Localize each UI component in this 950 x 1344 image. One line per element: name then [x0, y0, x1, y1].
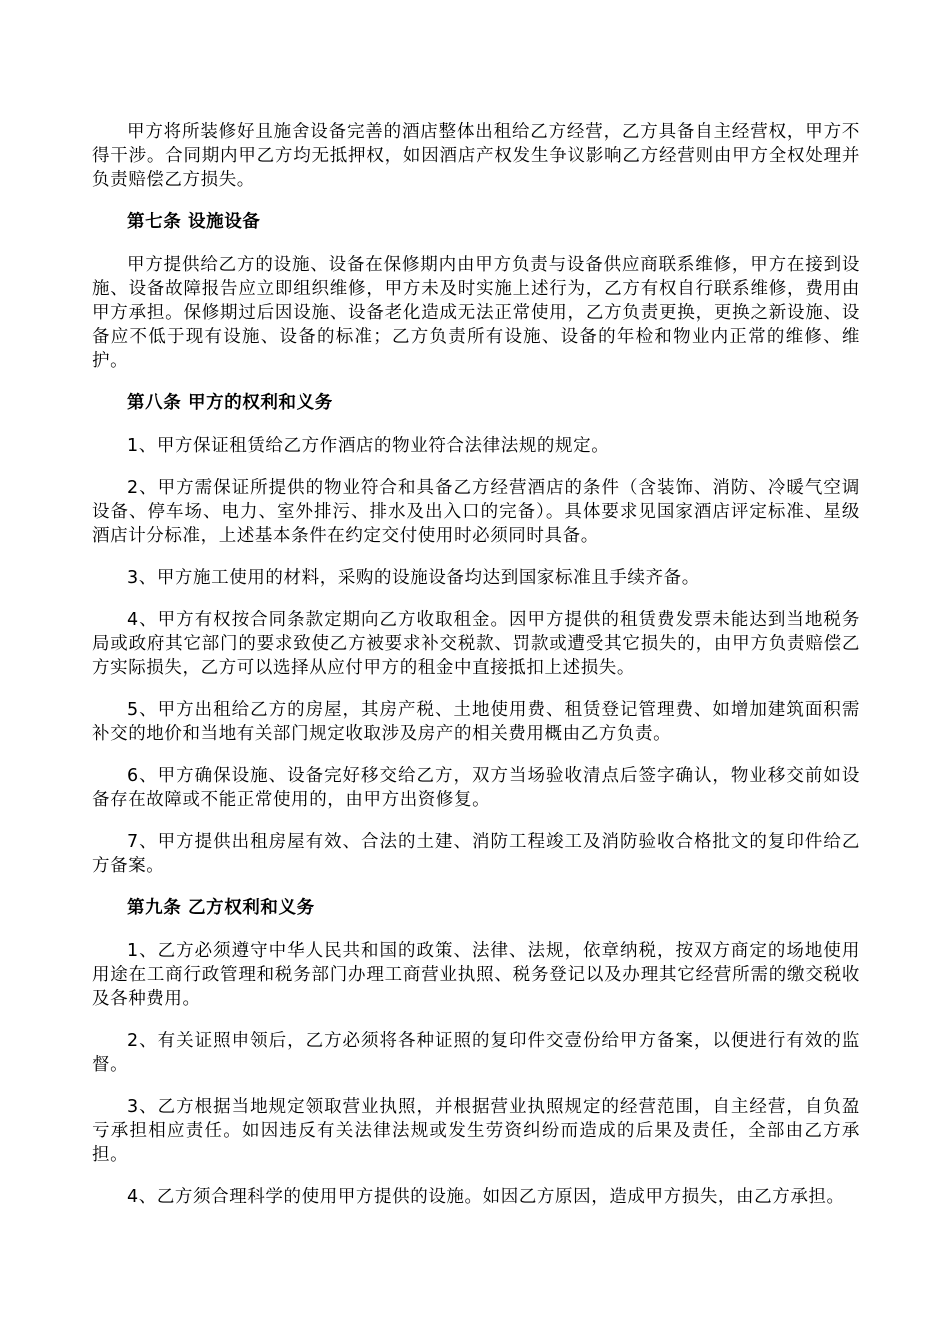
heading-article-9-party-b-rights: 第九条 乙方权利和义务: [127, 898, 315, 918]
document-page: [92, 120, 860, 1227]
paragraph-party-a-clause-3: 3、甲方施工使用的材料，采购的设施设备均达到国家标准且手续齐备。: [127, 568, 700, 588]
paragraph-party-a-clause-1: 1、甲方保证租赁给乙方作酒店的物业符合法律法规的规定。: [127, 436, 610, 456]
heading-article-8-party-a-rights: 第八条 甲方的权利和义务: [127, 393, 333, 413]
paragraph-party-b-clause-1: 1、乙方必须遵守中华人民共和国的政策、法律、法规，依章纳税，按双方商定的场地使用用途在工商行政管理和税务部门办理工商营业执照、税务登记以及办理其它经营所需的缴交税收及各种费用。: [92, 941, 860, 1009]
paragraph-lease-overview: 甲方将所装修好且施舍设备完善的酒店整体出租给乙方经营，乙方具备自主经营权，甲方不得干涉。合同期内甲乙方均无抵押权，如因酒店产权发生争议影响乙方经营则由甲方全权处理并负责赔偿乙方损失。: [92, 122, 860, 190]
heading-article-7-facilities: 第七条 设施设备: [127, 212, 261, 232]
paragraph-party-a-clause-4: 4、甲方有权按合同条款定期向乙方收取租金。因甲方提供的租赁费发票未能达到当地税务局或政府其它部门的要求致使乙方被要求补交税款、罚款或遭受其它损失的，由甲方负责赔偿乙方实际损失，乙方可以选择从应付甲方的租金中直接抵扣上述损失。: [92, 610, 860, 678]
paragraph-party-a-clause-2: 2、甲方需保证所提供的物业符合和具备乙方经营酒店的条件（含装饰、消防、冷暖气空调设备、停车场、电力、室外排污、排水及出入口的完备）。具体要求见国家酒店评定标准、星级酒店计分标准，上述基本条件在约定交付使用时必须同时具备。: [92, 478, 860, 546]
paragraph-party-a-clause-7: 7、甲方提供出租房屋有效、合法的土建、消防工程竣工及消防验收合格批文的复印件给乙方备案。: [92, 832, 860, 876]
paragraph-party-b-clause-3: 3、乙方根据当地规定领取营业执照，并根据营业执照规定的经营范围，自主经营，自负盈亏承担相应责任。如因违反有关法律法规或发生劳资纠纷而造成的后果及责任，全部由乙方承担。: [92, 1097, 860, 1165]
paragraph-party-b-clause-2: 2、有关证照申领后，乙方必须将各种证照的复印件交壹份给甲方备案，以便进行有效的监督。: [92, 1031, 860, 1075]
paragraph-party-b-clause-4: 4、乙方须合理科学的使用甲方提供的设施。如因乙方原因，造成甲方损失，由乙方承担。: [127, 1187, 845, 1207]
paragraph-facilities-maintenance: 甲方提供给乙方的设施、设备在保修期内由甲方负责与设备供应商联系维修，甲方在接到设施、设备故障报告应立即组织维修，甲方未及时实施上述行为，乙方有权自行联系维修，费用由甲方承担。保修期过后因设施、设备老化造成无法正常使用，乙方负责更换，更换之新设施、设备应不低于现有设施、设备的标准；乙方负责所有设施、设备的年检和物业内正常的维修、维护。: [92, 255, 860, 371]
paragraph-party-a-clause-5: 5、甲方出租给乙方的房屋，其房产税、土地使用费、租赁登记管理费、如增加建筑面积需补交的地价和当地有关部门规定收取涉及房产的相关费用概由乙方负责。: [92, 700, 860, 744]
paragraph-party-a-clause-6: 6、甲方确保设施、设备完好移交给乙方，双方当场验收清点后签字确认，物业移交前如设备存在故障或不能正常使用的，由甲方出资修复。: [92, 766, 860, 810]
